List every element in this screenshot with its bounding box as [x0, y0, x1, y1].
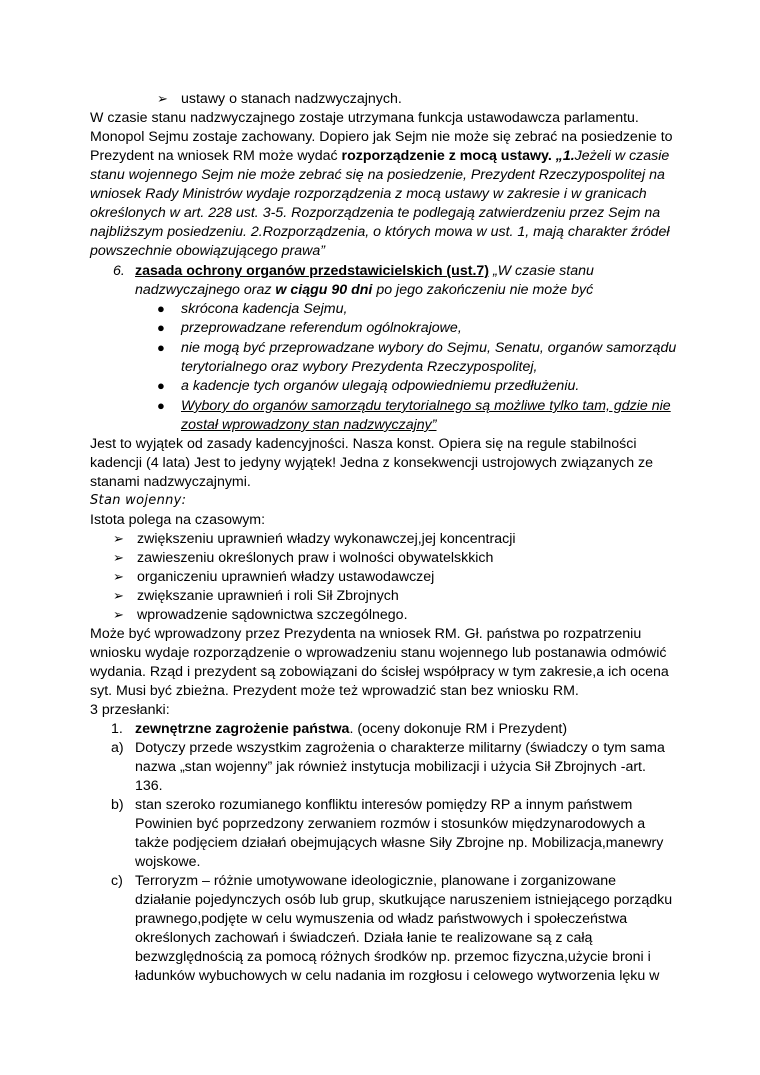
arrow-bullet-icon: ➢	[113, 550, 124, 565]
list-item: stan szeroko rozumianego konfliktu interesów pomiędzy RP a innym państwem	[135, 797, 633, 813]
quote-line: wniosek Rady Ministrów wydaje rozporządzenia z mocą ustawy w zakresie i w granicach	[90, 186, 647, 202]
text-run: nadzwyczajnego oraz	[135, 282, 276, 298]
list-item-continuation: nazwa „stan wojenny” jak również instytucja mobilizacji i użycia Sił Zbrojnych -art.	[135, 759, 646, 775]
list-item: zawieszeniu określonych praw i wolności obywatelskkich	[137, 550, 494, 566]
intro-bullet-text: ustawy o stanach nadzwyczajnych.	[181, 91, 402, 107]
paragraph-line: Jest to wyjątek od zasady kadencyjności. Nasza konst. Opiera się na regule stabilności	[90, 436, 637, 452]
bullet-icon: ●	[157, 398, 165, 413]
list-item: a kadencje tych organów ulegają odpowiedniemu przedłużeniu.	[181, 378, 580, 394]
list-item: skrócona kadencja Sejmu,	[181, 301, 348, 317]
list-item-continuation: został wprowadzony stan nadzwyczajny”	[181, 417, 437, 433]
list-item-continuation: działanie pojedynczych osób lub grup, skutkujące naruszeniem istniejącego porządku	[135, 892, 673, 908]
list-item-continuation: ładunków wybuchowych w celu nadania im rozgłosu i celowego wytworzenia lęku w	[135, 968, 660, 984]
bullet-icon: ●	[157, 301, 165, 316]
paragraph-line: Może być wprowadzony przez Prezydenta na wniosek RM. Gł. państwa po rozpatrzeniu	[90, 626, 642, 642]
list-item: Wybory do organów samorządu terytorialnego są możliwe tylko tam, gdzie nie	[181, 398, 671, 414]
list-item-continuation: określonych zachowań i świadczeń. Działa łanie te realizowane są z całą	[135, 930, 593, 946]
paragraph-line: stanami nadzwyczajnymi.	[90, 474, 251, 490]
quote-line: najbliższym posiedzeniu. 2.Rozporządzenia, o których mowa w ust. 1, mają charakter źródeł	[90, 224, 670, 240]
bold-term: rozporządzenie z mocą ustawy.	[341, 148, 556, 164]
bullet-icon: ●	[157, 320, 165, 335]
list-item-continuation: bezwzględnością za pomocą różnych środków np. przemoc fizyczna,użycie broni i	[135, 949, 651, 965]
paragraph-line: kadencji (4 lata) Jest to jedyny wyjątek! Jedna z konsekwencji ustrojowych związanych ze	[90, 455, 654, 471]
quote-line: stanu wojennego Sejm nie może zebrać się na posiedzenie, Prezydent Rzeczypospolitej na	[90, 167, 665, 183]
arrow-bullet-icon: ➢	[113, 531, 124, 546]
quote-text: Jeżeli w czasie	[574, 148, 670, 164]
list-item-continuation: prawnego,podjęte w celu wymuszenia od władz państwowych i społeczeństwa	[135, 911, 628, 927]
list-item: wprowadzenie sądownictwa szczególnego.	[137, 607, 408, 623]
premise-line	[135, 720, 567, 739]
text-run: Prezydent na wniosek RM może wydać	[90, 148, 342, 164]
paragraph-line: wydania. Rząd i prezydent są zobowiązani do ścisłej współpracy w tym zakresie,a ich ocena	[90, 664, 669, 680]
list-item-continuation: wojskowe.	[135, 854, 201, 870]
arrow-bullet-icon: ➢	[113, 607, 124, 622]
arrow-bullet-icon: ➢	[113, 588, 124, 603]
paragraph-line: wniosku wydaje rozporządzenie o wprowadzeniu stanu wojennego lub postanawia odmówić	[90, 645, 667, 661]
quote-text: „W czasie stanu	[489, 263, 594, 279]
list-item-continuation: także podjęciem działań obejmujących własne Siły Zbrojne np. Mobilizacja,manewry	[135, 835, 664, 851]
bullet-icon: ●	[157, 378, 165, 393]
list-item: nie mogą być przeprowadzane wybory do Sejmu, Senatu, organów samorządu	[181, 340, 677, 356]
text-run: . (oceny dokonuje RM i Prezydent)	[349, 721, 568, 737]
bullet-icon: ●	[157, 340, 165, 355]
list-item: Terroryzm – różnie umotywowane ideologicznie, planowane i zorganizowane	[135, 873, 617, 889]
text-run: po jego zakończeniu nie może być	[372, 282, 594, 298]
section-heading: Stan wojenny:	[90, 493, 187, 508]
paragraph-line: Monopol Sejmu zostaje zachowany. Dopiero jak Sejm nie może się zebrać na posiedzenie to	[90, 129, 673, 145]
list-label: c)	[111, 873, 123, 889]
list-item: organiczeniu uprawnień władzy ustawodawczej	[137, 569, 435, 585]
arrow-bullet-icon: ➢	[113, 569, 124, 584]
quote-line: określonych w art. 228 ust. 3-5. Rozporządzenia te podlegają zatwierdzeniu przez Sejm na	[90, 205, 661, 221]
bold-term: w ciągu 90 dni	[275, 282, 373, 298]
list-item: zwiększanie uprawnień i roli Sił Zbrojnych	[137, 588, 399, 604]
paragraph-line: 3 przesłanki:	[90, 702, 170, 718]
arrow-bullet-icon: ➢	[157, 91, 168, 106]
quote-open: „1.	[555, 148, 575, 164]
list-number: 6.	[113, 263, 125, 279]
list-item-continuation: Powinien być poprzedzony zerwaniem rozmów i stosunków międzynarodowych a	[135, 816, 646, 832]
paragraph-line: W czasie stanu nadzwyczajnego zostaje utrzymana funkcja ustawodawcza parlamentu.	[90, 110, 639, 126]
item6-line-2	[135, 281, 593, 300]
list-item-continuation: 136.	[135, 778, 163, 794]
list-item: Dotyczy przede wszystkim zagrożenia o charakterze militarny (świadczy o tym sama	[135, 740, 665, 756]
list-item: przeprowadzane referendum ogólnokrajowe,	[181, 320, 462, 336]
list-item-continuation: terytorialnego oraz wybory Prezydenta Rzeczypospolitej,	[181, 359, 538, 375]
list-item: zwiększeniu uprawnień władzy wykonawczej,jej koncentracji	[137, 531, 516, 547]
paragraph-line: syt. Musi być zbieżna. Prezydent może też wprowadzić stan bez wniosku RM.	[90, 683, 579, 699]
quote-line: powszechnie obowiązującego prawa”	[90, 243, 326, 259]
bold-term: zewnętrzne zagrożenie państwa	[135, 721, 350, 737]
list-label: a)	[111, 740, 124, 756]
paragraph-line	[90, 147, 669, 166]
paragraph-line: Istota polega na czasowym:	[90, 512, 266, 528]
item6-heading-line	[135, 262, 594, 281]
list-label: b)	[111, 797, 124, 813]
item6-heading: zasada ochrony organów przedstawicielskich (ust.7)	[135, 263, 489, 279]
list-number: 1.	[111, 721, 123, 737]
